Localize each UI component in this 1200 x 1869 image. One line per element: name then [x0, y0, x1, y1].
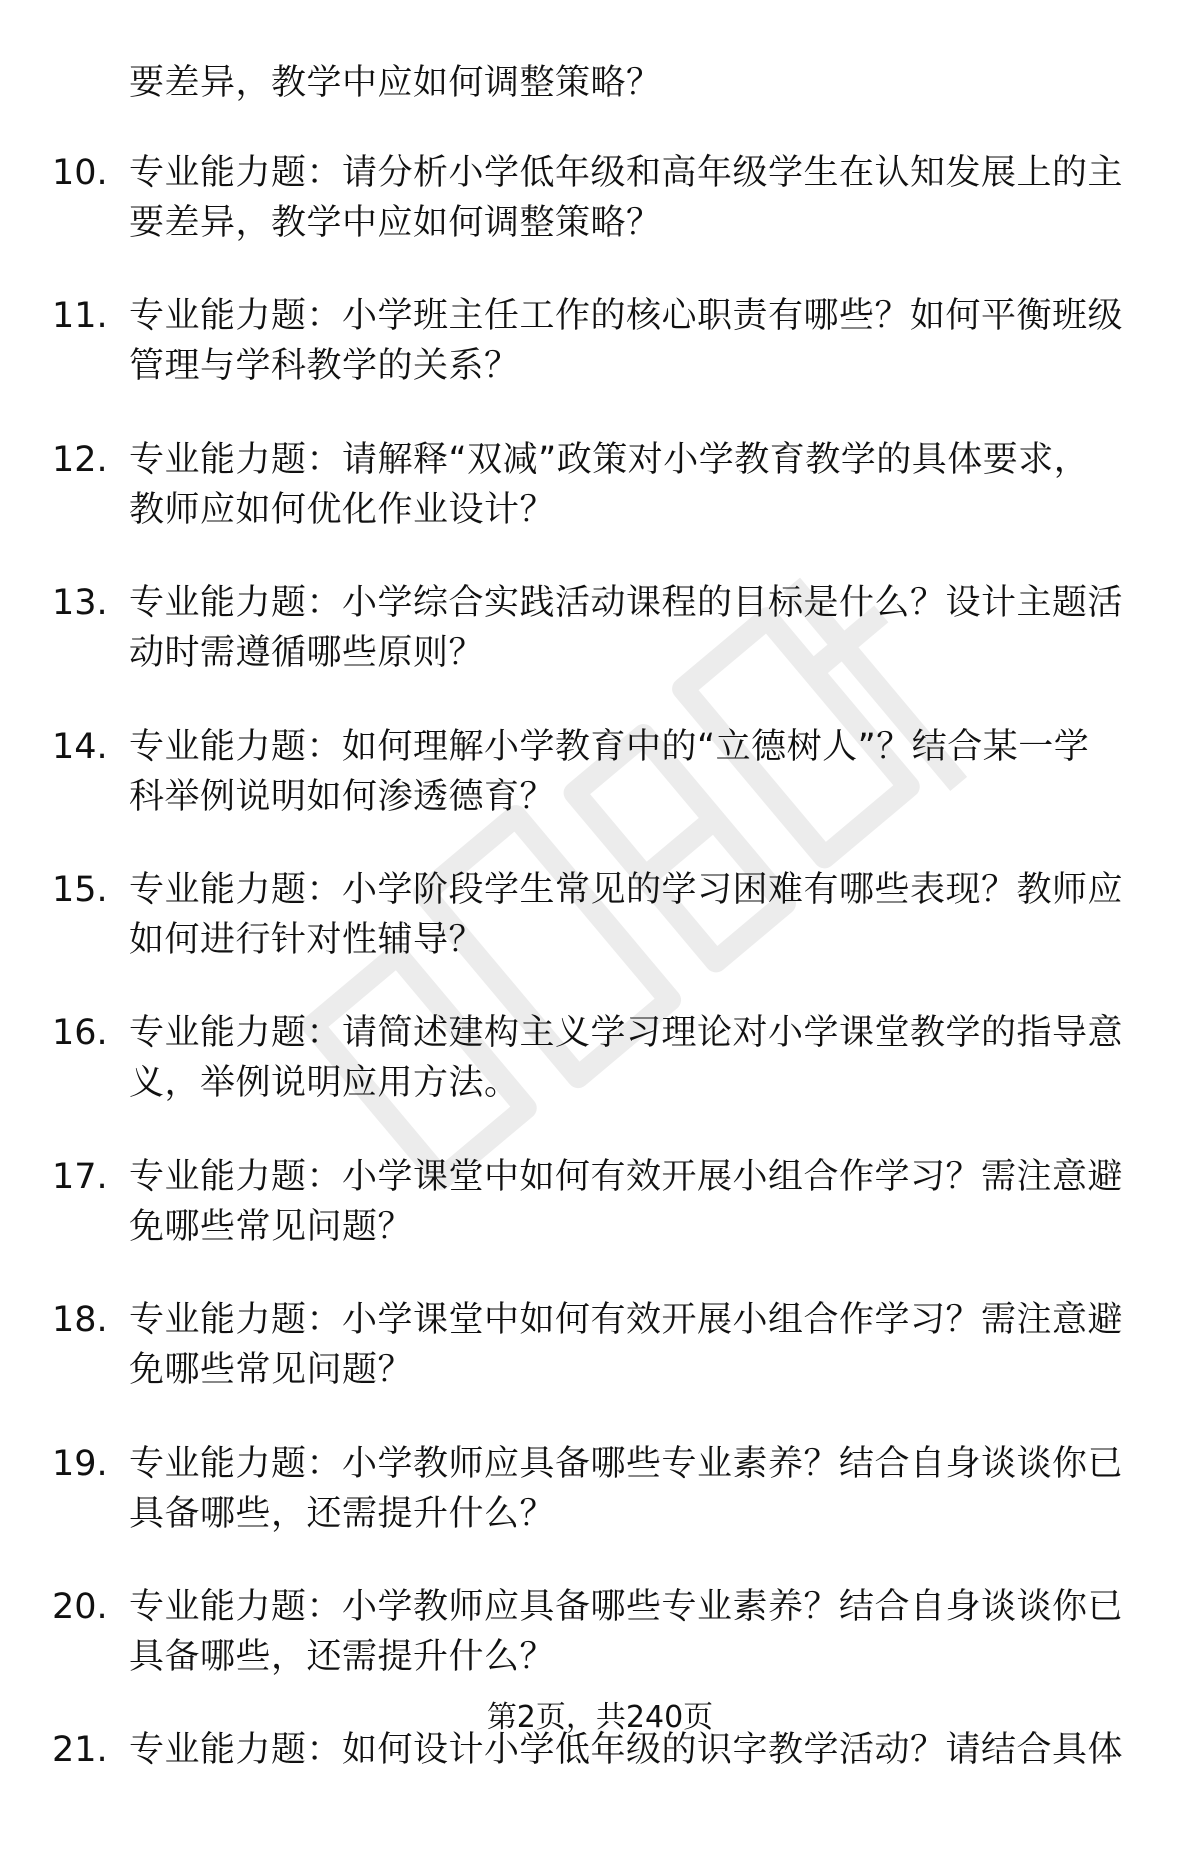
question-text — [129, 1152, 1139, 1252]
question-text — [129, 865, 1139, 965]
question-item — [0, 148, 1200, 291]
question-line: 专业能力题：请分析小学低年级和高年级学生在认知发展上的主 — [129, 153, 1124, 193]
question-line: 免哪些常见问题？ — [129, 1206, 414, 1247]
question-line: 免哪些常见问题？ — [129, 1350, 414, 1391]
question-number: 17. — [52, 1156, 108, 1197]
question-line: 专业能力题：小学教师应具备哪些专业素养？结合自身谈谈你已 — [129, 1586, 1124, 1627]
question-text — [129, 1295, 1139, 1395]
question-number: 10. — [52, 153, 108, 193]
question-line: 义，举例说明应用方法。 — [129, 1063, 520, 1104]
question-line: 专业能力题：请简述建构主义学习理论对小学课堂教学的指导意 — [129, 1013, 1124, 1054]
question-number: 12. — [52, 439, 108, 480]
question-line: 如何进行针对性辅导？ — [129, 919, 485, 960]
question-item — [0, 291, 1200, 434]
question-number: 15. — [52, 869, 108, 910]
question-number: 18. — [52, 1300, 108, 1341]
question-line: 专业能力题：如何理解小学教育中的“立德树人”？结合某一学 — [129, 726, 1090, 767]
question-list — [0, 148, 1200, 1869]
question-line: 专业能力题：小学课堂中如何有效开展小组合作学习？需注意避 — [129, 1156, 1124, 1197]
question-item — [0, 435, 1200, 578]
question-line: 专业能力题：请解释“双减”政策对小学教育教学的具体要求， — [129, 439, 1090, 480]
question-line: 专业能力题：小学课堂中如何有效开展小组合作学习？需注意避 — [129, 1300, 1124, 1341]
question-line: 教师应如何优化作业设计？ — [129, 489, 556, 530]
question-line: 管理与学科教学的关系？ — [129, 346, 520, 387]
question-number: 16. — [52, 1013, 108, 1054]
question-number: 21. — [52, 1730, 108, 1771]
question-text — [129, 1008, 1139, 1108]
question-text — [129, 1439, 1139, 1539]
question-line: 专业能力题：小学班主任工作的核心职责有哪些？如何平衡班级 — [129, 296, 1124, 337]
question-line: 科举例说明如何渗透德育？ — [129, 776, 556, 817]
question-number: 19. — [52, 1443, 108, 1484]
question-line: 专业能力题：小学教师应具备哪些专业素养？结合自身谈谈你已 — [129, 1443, 1124, 1484]
question-item — [0, 1152, 1200, 1295]
question-text — [129, 578, 1139, 678]
question-item — [0, 1295, 1200, 1438]
question-text — [129, 148, 1139, 248]
question-line: 具备哪些，还需提升什么？ — [129, 1636, 556, 1677]
page-indicator: 第2页，共240页 — [486, 1700, 714, 1735]
question-text — [129, 722, 1139, 822]
question-item — [0, 578, 1200, 721]
question-number: 13. — [52, 583, 108, 624]
question-line: 专业能力题：小学阶段学生常见的学习困难有哪些表现？教师应 — [129, 869, 1124, 910]
question-item — [0, 722, 1200, 865]
question-line: 专业能力题：如何设计小学低年级的识字教学活动？请结合具体 — [129, 1730, 1124, 1771]
question-number: 11. — [52, 296, 108, 337]
continuation-text: 要差异，教学中应如何调整策略？ — [129, 63, 662, 103]
question-text — [129, 291, 1139, 391]
question-text — [129, 435, 1139, 535]
question-line: 动时需遵循哪些原则？ — [129, 633, 485, 674]
question-text — [129, 1582, 1139, 1682]
question-line: 要差异，教学中应如何调整策略？ — [129, 203, 662, 243]
question-number: 14. — [52, 726, 108, 767]
question-item — [0, 1439, 1200, 1582]
question-line: 具备哪些，还需提升什么？ — [129, 1493, 556, 1534]
question-line: 专业能力题：小学综合实践活动课程的目标是什么？设计主题活 — [129, 583, 1124, 624]
question-item — [0, 1008, 1200, 1151]
question-item — [0, 865, 1200, 1008]
question-number: 20. — [52, 1586, 108, 1627]
question-item — [0, 1725, 1200, 1868]
